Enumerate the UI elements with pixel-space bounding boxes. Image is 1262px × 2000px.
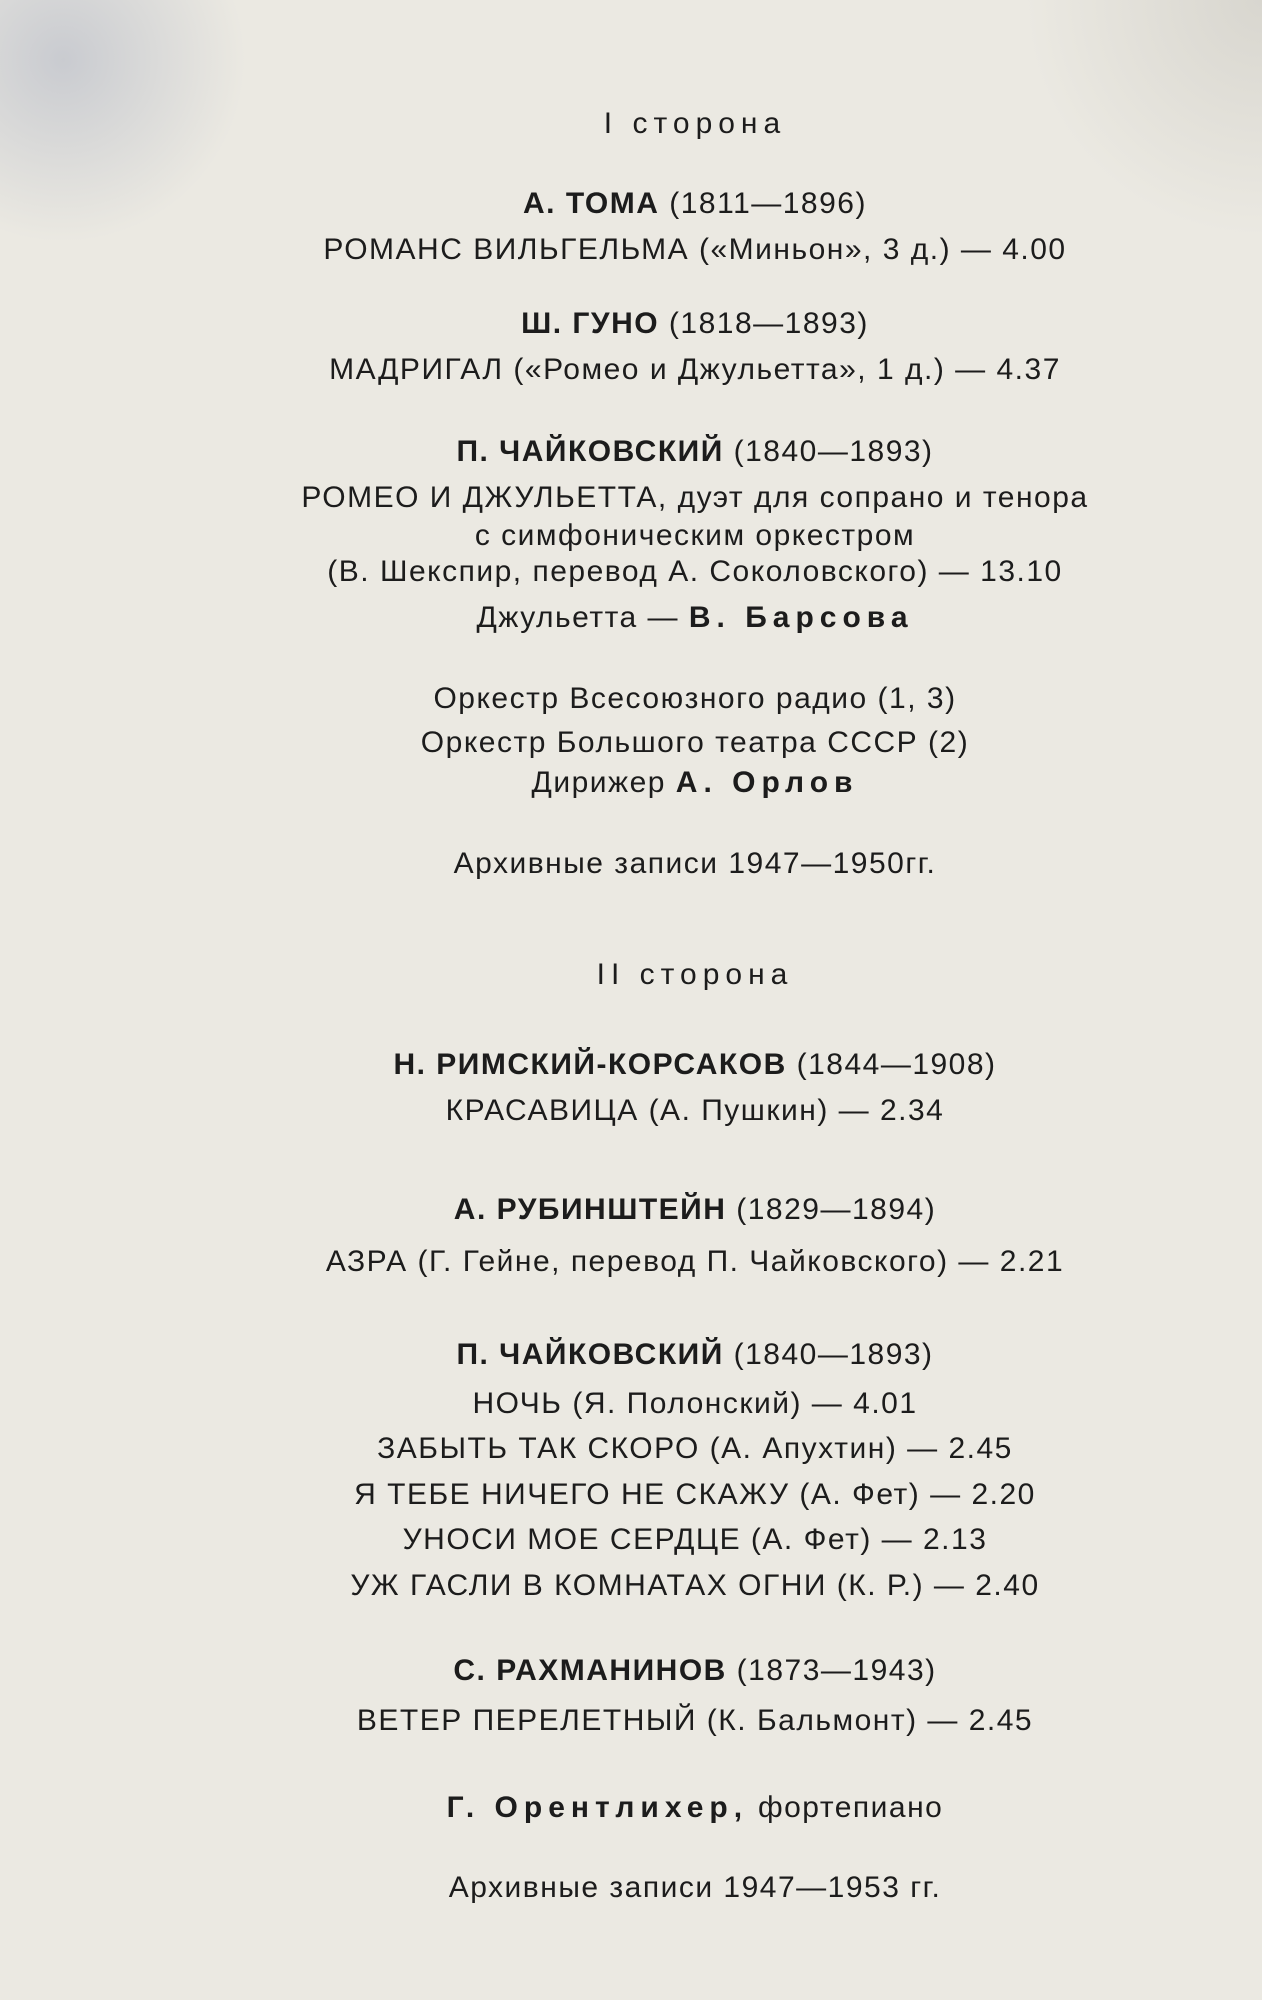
side2-line — [453, 1653, 936, 1689]
side2-line — [377, 1431, 1013, 1467]
line-text: Оркестр Всесоюзного радио (1, 3) — [433, 682, 957, 715]
line-text: РОМАНС ВИЛЬГЕЛЬМА («Миньон», 3 д.) — 4.00 — [323, 233, 1067, 266]
side2-line — [403, 1522, 988, 1558]
side1-line — [323, 232, 1066, 268]
line-text: Джульетта — — [476, 601, 689, 634]
side-1-heading: I сторона — [603, 107, 787, 140]
side2-line — [449, 1870, 942, 1906]
name-text: С. РАХМАНИНОВ — [453, 1654, 727, 1687]
side1-line — [421, 725, 969, 761]
line-text: РОМЕО И ДЖУЛЬЕТТА, дуэт для сопрано и тенора — [301, 481, 1089, 514]
side2-line — [447, 1790, 944, 1826]
side1-line — [532, 765, 859, 801]
line-text: фортепиано — [748, 1791, 944, 1824]
name-text: Н. РИМСКИЙ-КОРСАКОВ — [393, 1048, 787, 1081]
side1-line — [327, 554, 1062, 590]
side1-line — [456, 434, 933, 470]
side2-line — [357, 1703, 1033, 1739]
line-text: (1873—1943) — [726, 1654, 937, 1687]
side1-line — [433, 681, 956, 717]
line-text: (1840—1893) — [723, 435, 934, 468]
line-text: Архивные записи 1947—1950гг. — [453, 847, 937, 880]
side2-line — [454, 1192, 936, 1228]
side2-line — [326, 1244, 1064, 1280]
side-2-heading: II сторона — [596, 958, 794, 991]
line-text: ВЕТЕР ПЕРЕЛЕТНЫЙ (К. Бальмонт) — 2.45 — [356, 1704, 1034, 1737]
name-text: А. Орлов — [675, 766, 859, 799]
name-text: П. ЧАЙКОВСКИЙ — [456, 435, 724, 468]
line-text: Я ТЕБЕ НИЧЕГО НЕ СКАЖУ (А. Фет) — 2.20 — [354, 1478, 1036, 1511]
line-text: (В. Шекспир, перевод А. Соколовского) — 13.10 — [327, 555, 1063, 588]
name-text: П. ЧАЙКОВСКИЙ — [456, 1338, 724, 1371]
line-text: ЗАБЫТЬ ТАК СКОРО (А. Апухтин) — 2.45 — [377, 1432, 1013, 1465]
side2-line — [393, 1047, 996, 1083]
line-text: НОЧЬ (Я. Полонский) — 4.01 — [472, 1387, 918, 1420]
side2-line — [456, 1337, 933, 1373]
name-text: А. РУБИНШТЕЙН — [453, 1193, 727, 1226]
side2-line — [350, 1568, 1039, 1604]
name-text: В. Барсова — [688, 601, 914, 634]
line-text: УНОСИ МОЕ СЕРДЦЕ (А. Фет) — 2.13 — [402, 1523, 988, 1556]
line-text: МАДРИГАЛ («Ромео и Джульетта», 1 д.) — 4.37 — [329, 353, 1061, 386]
side2-line — [446, 1093, 945, 1129]
line-text: УЖ ГАСЛИ В КОМНАТАХ ОГНИ (К. Р.) — 2.40 — [350, 1569, 1040, 1602]
name-text: А. ТОМА — [523, 187, 660, 220]
line-text: Оркестр Большого театра СССР (2) — [420, 726, 970, 759]
side1-line — [329, 352, 1061, 388]
line-text: КРАСАВИЦА (А. Пушкин) — 2.34 — [445, 1094, 945, 1127]
side1-line — [476, 600, 913, 636]
line-text: (1840—1893) — [723, 1338, 934, 1371]
line-text: АЗРА (Г. Гейне, перевод П. Чайковского) — 2.21 — [325, 1245, 1065, 1278]
side1-line — [454, 846, 937, 882]
name-text: Г. Орентлихер, — [446, 1791, 749, 1824]
line-text: Архивные записи 1947—1953 гг. — [448, 1871, 942, 1904]
line-text: Дирижер — [531, 766, 676, 799]
name-text: Ш. ГУНО — [521, 307, 660, 340]
line-text: с симфоническим оркестром — [474, 519, 916, 552]
side1-line — [475, 518, 915, 554]
side2-line — [354, 1477, 1036, 1513]
side1-line — [523, 186, 867, 222]
side1-line — [521, 306, 869, 342]
line-text: (1844—1908) — [786, 1048, 997, 1081]
side1-line — [301, 480, 1088, 516]
side2-line — [472, 1386, 917, 1422]
line-text: (1818—1893) — [659, 307, 869, 340]
line-text: (1811—1896) — [659, 187, 867, 220]
line-text: (1829—1894) — [726, 1193, 937, 1226]
